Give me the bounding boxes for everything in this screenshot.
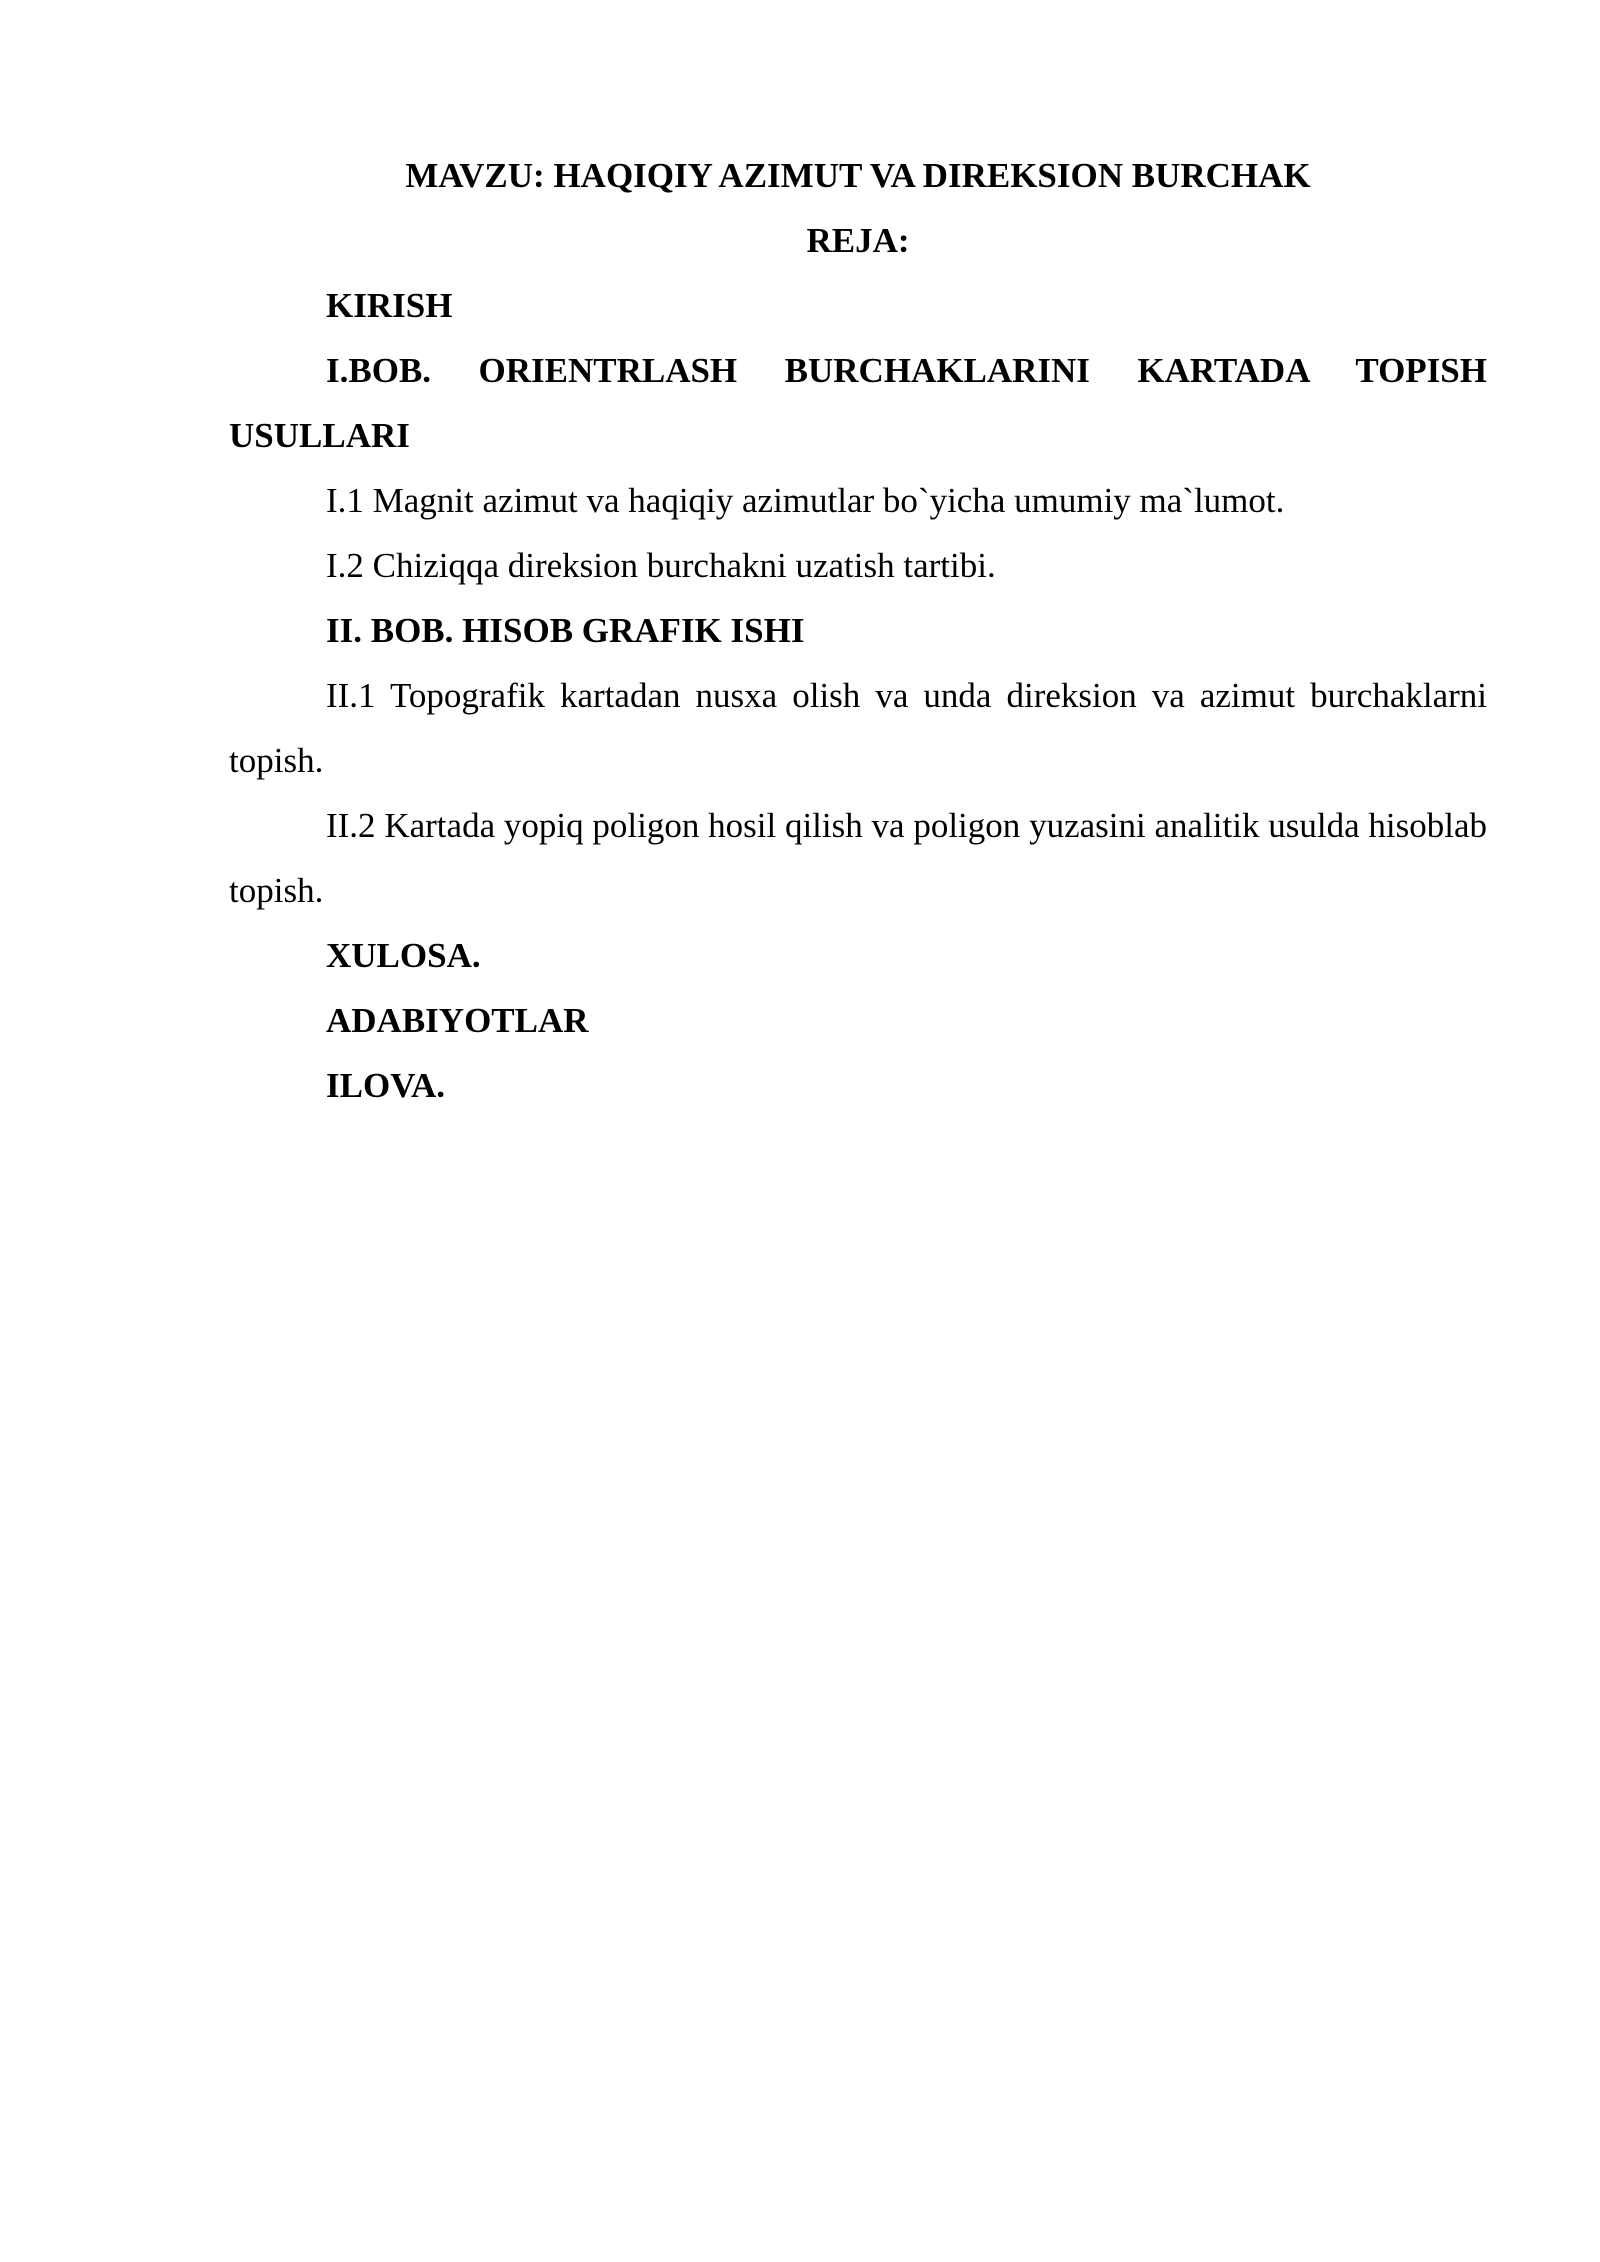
plan-heading: REJA: (806, 221, 910, 260)
plan-item-section-2-2: II.2 Kartada yopiq poligon hosil qilish va poligon yuzasini analitik usulda hisoblab topish. (229, 806, 1487, 910)
plan-item-chapter-2: II. BOB. HISOB GRAFIK ISHI (326, 611, 805, 650)
plan-item-section-1-1: I.1 Magnit azimut va haqiqiy azimutlar bo`yicha umumiy ma`lumot. (326, 481, 1285, 520)
document-content (229, 143, 1487, 1118)
plan-item-introduction: KIRISH (326, 286, 453, 325)
document-title: MAVZU: HAQIQIY AZIMUT VA DIREKSION BURCHAK (405, 156, 1311, 195)
plan-item-appendix: ILOVA. (326, 1066, 445, 1105)
plan-item-section-1-2: I.2 Chiziqqa direksion burchakni uzatish tartibi. (326, 546, 996, 585)
plan-item-conclusion: XULOSA. (326, 936, 481, 975)
plan-item-chapter-1: I.BOB. ORIENTRLASH BURCHAKLARINI KARTADA TOPISH USULLARI (229, 351, 1487, 455)
plan-item-section-2-1: II.1 Topografik kartadan nusxa olish va unda direksion va azimut burchaklarni topish. (229, 676, 1487, 780)
plan-item-references: ADABIYOTLAR (326, 1001, 589, 1040)
